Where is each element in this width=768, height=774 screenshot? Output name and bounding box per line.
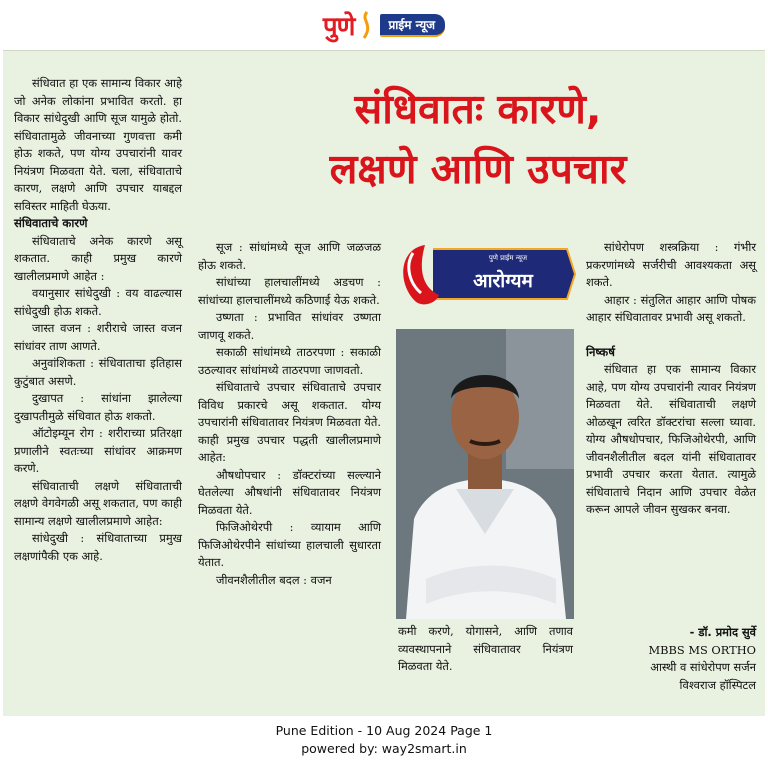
paragraph: सांधेरोपण शस्त्रक्रिया : गंभीर प्रकरणांमध्ये सर्जरीची आवश्यकता असू शकते. xyxy=(586,240,756,289)
paragraph: संधिवाताचे अनेक कारणे असू शकतात. काही प्रमुख कारणे खालीलप्रमाणे आहेत : xyxy=(14,233,182,283)
article-column-2 xyxy=(198,239,381,589)
paragraph: संधिवात हा एक सामान्य विकार आहे जो अनेक लोकांना प्रभावित करतो. हा विकार सांधेदुखी आणि सूज यामुळे होतो. संधिवातामुळे जीवनाच्या गुणवत्ता कमी होऊ शकते, पण योग्य उपचारांनी यावर नियंत्रण मिळवता येते. चला, संधिवाताचे कारण, लक्षणे आणि उपचार याबद्दल सविस्तर माहिती घेऊया. xyxy=(14,76,182,213)
article-column-3 xyxy=(586,239,756,519)
paragraph: अनुवांशिकता : संधिवाताचा इतिहास कुटुंबात असणे. xyxy=(14,356,182,388)
paragraph: सांधांच्या हालचालींमध्ये अडचण : सांधांच्या हालचालींमध्ये कठिणाई येऊ शकते. xyxy=(198,275,381,307)
headline-line-2: लक्षणे आणि उपचार xyxy=(329,145,627,193)
paragraph: सूज : सांधांमध्ये सूज आणि जळजळ होऊ शकते. xyxy=(198,240,381,272)
article-column-2-continued xyxy=(398,623,573,676)
paragraph: दुखापत : सांधांना झालेल्या दुखापतीमुळे संधिवात होऊ शकतो. xyxy=(14,391,182,423)
article-page xyxy=(3,50,765,716)
section-heading: संधिवाताचे कारणे xyxy=(14,216,88,230)
logo-sub-text: प्राईम न्यूज xyxy=(380,14,445,37)
headline-line-1: संधिवातः कारणे, xyxy=(354,85,602,133)
author-name: - डॉ. प्रमोद सुर्वे xyxy=(689,625,756,639)
paragraph: ऑटोइम्यून रोग : शरीराच्या प्रतिरक्षा प्रणालीने स्वतःच्या सांधांवर आक्रमण करणे. xyxy=(14,426,182,475)
paragraph: औषधोपचार : डॉक्टरांच्या सल्ल्याने घेतलेल्या औषधांनी संधिवातावर नियंत्रण मिळवता येते. xyxy=(198,467,381,517)
author-block xyxy=(586,624,756,694)
article-column-1 xyxy=(14,75,182,565)
arogyam-badge xyxy=(395,239,577,309)
paragraph: कमी करणे, योगासने, आणि तणाव व्यवस्थापनाने संधिवातावर नियंत्रण मिळवता येते. xyxy=(398,624,573,673)
paragraph: संधिवाताची लक्षणे संधिवाताची लक्षणे वेगवेगळी असू शकतात, पण काही सामान्य लक्षणे खालीलप्रमाणे आहेत: xyxy=(14,478,182,528)
author-degree: MBBS MS ORTHO xyxy=(648,642,756,657)
paragraph: वयानुसार सांधेदुखी : वय वाढल्यास सांधेदुखी होऊ शकते. xyxy=(14,286,182,318)
paragraph: जीवनशैलीतील बदल : वजन xyxy=(216,572,332,587)
logo-swirl-icon xyxy=(358,10,376,40)
masthead xyxy=(0,0,768,50)
edition-info: Pune Edition - 10 Aug 2024 Page 1 xyxy=(275,723,493,738)
paragraph: जास्त वजन : शरीराचे जास्त वजन सांधांवर ताण आणते. xyxy=(14,321,182,353)
pune-prime-news-logo[interactable] xyxy=(323,7,445,43)
logo-main-text: पुणे xyxy=(322,12,355,42)
footer xyxy=(0,722,768,758)
paragraph: संधिवात हा एक सामान्य विकार आहे, पण योग्य उपचारांनी त्यावर नियंत्रण मिळवता येते. संधिवाताची लक्षणे ओळखून त्वरित डॉक्टरांचा सल्ला घ्यावा. योग्य औषधोपचार, फिजिओथेरपी, आणि जीवनशैलीतील बदल यांनी संधिवातावर प्रभावी उपचार करता येतात. त्यामुळे संधिवाताचे निदान आणि उपचार वेळेत करून आपले जीवन सुखकर बनवा. xyxy=(586,362,756,516)
doctor-portrait-image xyxy=(396,329,574,619)
powered-by-link[interactable]: powered by: way2smart.in xyxy=(301,741,467,756)
author-hospital: विश्वराज हॉस्पिटल xyxy=(679,677,756,692)
doctor-photo xyxy=(396,329,574,619)
paragraph: आहार : संतुलित आहार आणि पोषक आहार संधिवातावर प्रभावी असू शकतो. xyxy=(586,292,756,324)
paragraph: सांधेदुखी : संधिवाताच्या प्रमुख लक्षणांपैकी एक आहे. xyxy=(14,531,182,563)
badge-top-text: पुणे प्राईम न्यूज xyxy=(488,254,528,262)
badge-label: आरोग्यम xyxy=(473,270,533,292)
author-title: आस्थी व सांधेरोपण सर्जन xyxy=(650,660,756,674)
paragraph: उष्णता : प्रभावित सांधांवर उष्णता जाणवू शकते. xyxy=(198,310,381,342)
section-heading: निष्कर्ष xyxy=(586,344,615,359)
paragraph: सकाळी सांधांमध्ये ताठरपणा : सकाळी उठल्यावर सांधांमध्ये ताठरपणा जाणवतो. xyxy=(198,345,381,377)
headline xyxy=(198,79,758,199)
paragraph: फिजिओथेरपी : व्यायाम आणि फिजिओथेरपीने सांधांच्या हालचाली सुधारता येतात. xyxy=(198,520,381,569)
paragraph: संधिवाताचे उपचार संधिवाताचे उपचार विविध प्रकारचे असू शकतात. योग्य उपचारांनी संधिवातावर नियंत्रण मिळवता येते. काही प्रमुख उपचार पद्धती खालीलप्रमाणे आहेत: xyxy=(198,380,381,464)
